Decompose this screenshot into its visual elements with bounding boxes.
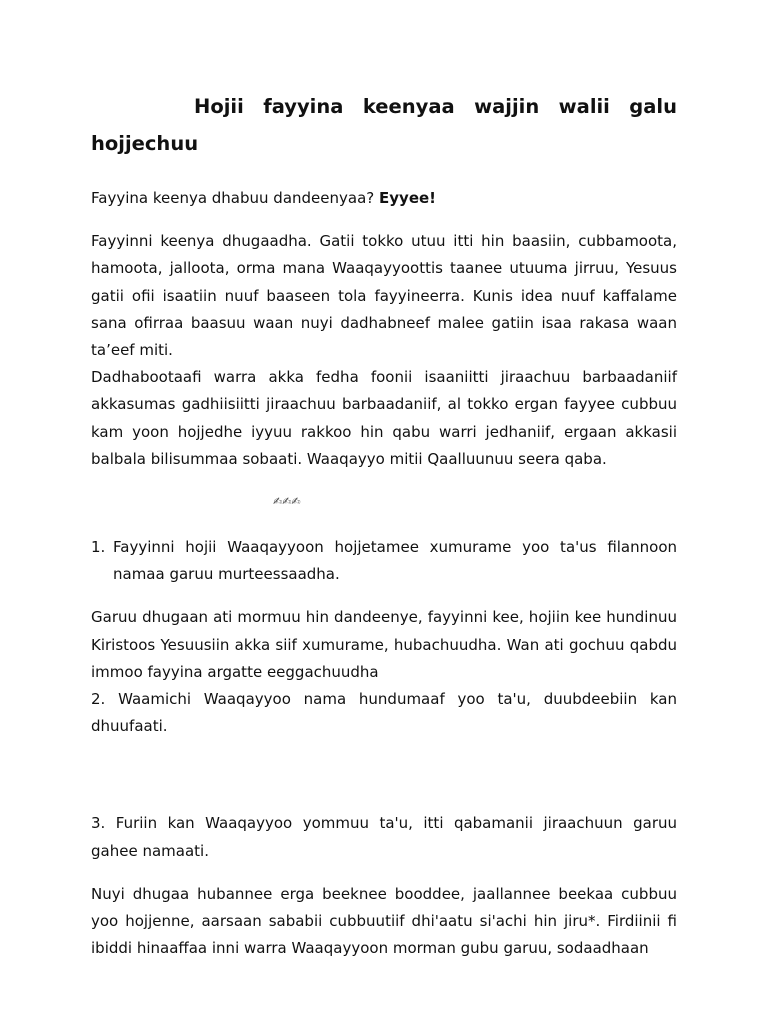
intro-line: [91, 185, 677, 212]
intro-question: Fayyina keenya dhabuu dandeenyaa?: [91, 189, 375, 207]
document-page: [91, 88, 677, 962]
list-item-1-number: 1.: [91, 538, 106, 557]
paragraph-1: Fayyinni keenya dhugaadha. Gatii tokko utuu itti hin baasiin, cubbamoota, hamoota, jalloota, orma mana Waaqayyoottis taanee utuuma jirruu, Yesuus gatii ofii isaatiin nuuf baaseen tola fayyineerra. Kunis idea nuuf kaffalame sana ofirraa baasuu waan nuyi dadhabneef malee gatiin isaa rakasa waan ta’eef miti.: [91, 232, 677, 360]
blank-space: [91, 740, 677, 794]
list-item-1: [91, 534, 677, 588]
document-title: Hojii fayyina keenyaa wajjin walii galu hojjechuu: [91, 95, 677, 155]
decorative-writing-hands-icon: ✍✍✍: [273, 495, 301, 509]
list-item-2: 2. Waamichi Waaqayyoo nama hundumaaf yoo ta'u, duubdeebiin kan dhuufaati.: [91, 690, 677, 736]
list-item-3: 3. Furiin kan Waaqayyoo yommuu ta'u, itti qabamanii jiraachuun garuu gahee namaati.: [91, 814, 677, 860]
intro-answer: Eyyee!: [379, 189, 437, 207]
paragraph-4: Nuyi dhugaa hubannee erga beeknee booddee, jaallannee beekaa cubbuu yoo hojjenne, aarsaan sababii cubbuutiif dhi'aatu si'achi hin jiru*. Firdiinii fi ibiddi hinaaffaa inni warra Waaqayyoon morman gubu garuu, sodaadhaan: [91, 884, 677, 958]
list-item-1-text: Fayyinni hojii Waaqayyoon hojjetamee xumurame yoo ta'us filannoon namaa garuu murteessaadha.: [113, 538, 677, 584]
paragraph-3: Garuu dhugaan ati mormuu hin dandeenye, fayyinni kee, hojiin kee hundinuu Kiristoos Yesuusiin akka siif xumurame, hubachuudha. Wan ati gochuu qabdu immoo fayyina argatte eeggachuudha: [91, 608, 677, 681]
paragraph-2: Dadhabootaafi warra akka fedha foonii isaaniitti jiraachuu barbaadaniif akkasumas gadhiisiitti jiraachuu barbaadaniif, al tokko ergan fayyee cubbuu kam yoon hojjedhe iyyuu rakkoo hin qabu warri jedhaniif, ergaan akkasii balbala bilisummaa sobaati. Waaqayyo mitii Qaalluunuu seera qaba.: [91, 368, 677, 468]
